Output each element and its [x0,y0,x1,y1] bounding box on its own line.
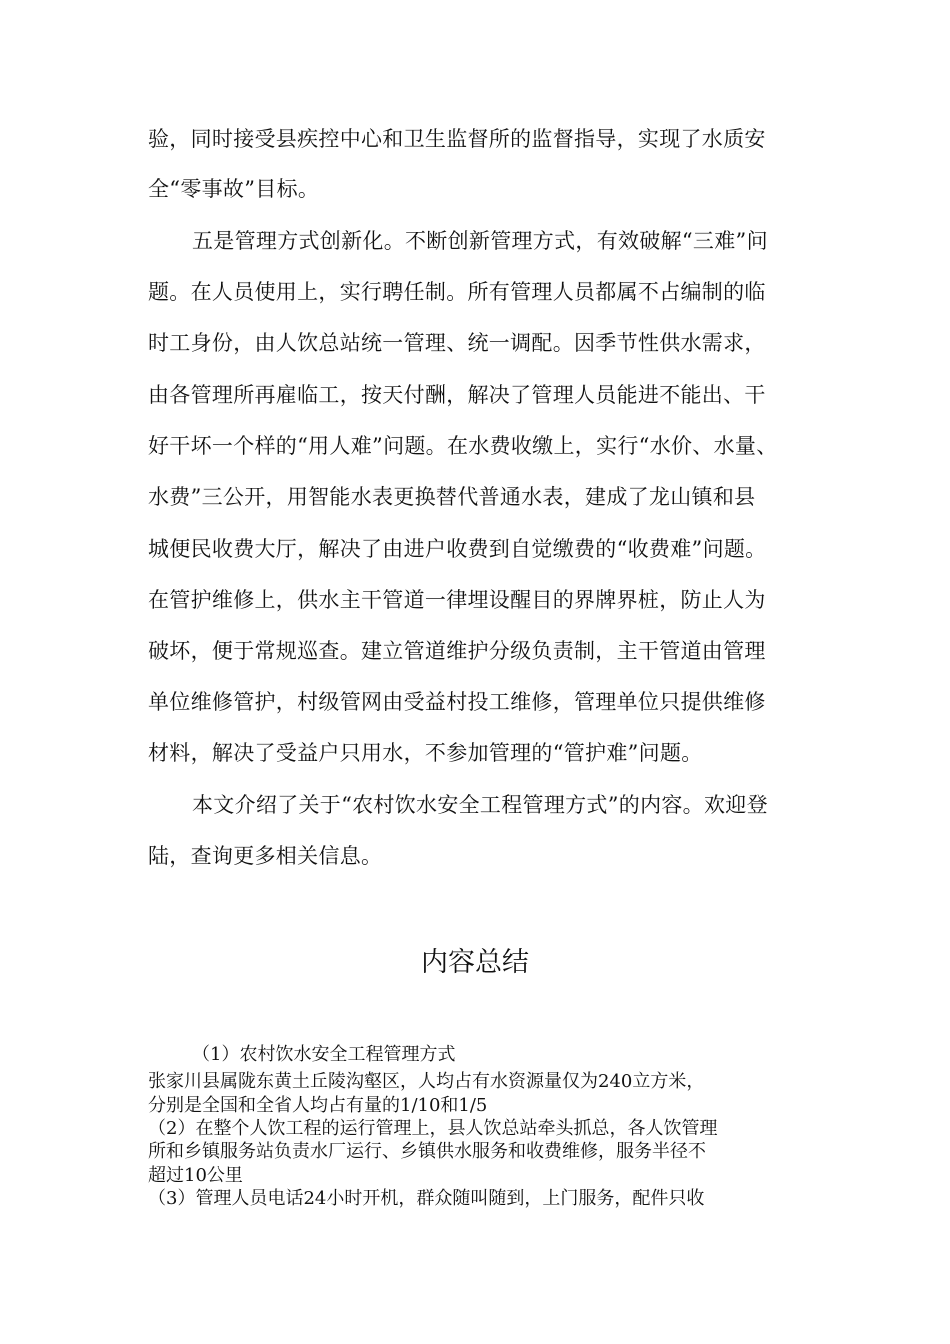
body-line: 在管护维修上，供水主干管道一律埋设醒目的界牌界桩，防止人为 [148,588,766,612]
summary-line: 所和乡镇服务站负责水厂运行、乡镇供水服务和收费维修，服务半径不 [148,1141,706,1162]
summary-title: 内容总结 [421,947,529,978]
body-line: 单位维修管护，村级管网由受益村投工维修，管理单位只提供维修 [148,690,766,714]
body-line: 由各管理所再雇临工，按天付酬，解决了管理人员能进不能出、干 [148,383,766,407]
summary-line: （2）在整个人饮工程的运行管理上，县人饮总站牵头抓总，各人饮管理 [148,1118,718,1139]
body-line: 好干坏一个样的“用人难”问题。在水费收缴上，实行“水价、水量、 [148,434,778,458]
body-line: 水费”三公开，用智能水表更换替代普通水表，建成了龙山镇和县 [148,485,756,509]
body-line: 材料，解决了受益户只用水，不参加管理的“管护难”问题。 [148,741,703,765]
body-line: 破坏，便于常规巡查。建立管道维护分级负责制，主干管道由管理 [148,639,766,663]
body-line: 题。在人员使用上，实行聘任制。所有管理人员都属不占编制的临 [148,280,766,304]
summary-line: 超过10公里 [148,1165,243,1186]
body-line: 五是管理方式创新化。不断创新管理方式，有效破解“三难”问 [192,229,768,253]
summary-line: 张家川县属陇东黄土丘陵沟壑区，人均占有水资源量仅为240立方米， [148,1071,705,1092]
body-line: 本文介绍了关于“农村饮水安全工程管理方式”的内容。欢迎登 [192,793,768,817]
summary-line: （1）农村饮水安全工程管理方式 [192,1044,456,1065]
summary-line: 分别是全国和全省人均占有量的1/10和1/5 [148,1095,488,1116]
summary-line: （3）管理人员电话24小时开机，群众随叫随到，上门服务，配件只收 [148,1188,705,1209]
body-line: 城便民收费大厅，解决了由进户收费到自觉缴费的“收费难”问题。 [148,537,767,561]
body-line: 时工身份，由人饮总站统一管理、统一调配。因季节性供水需求， [148,331,766,355]
body-line: 陆，查询更多相关信息。 [148,844,383,868]
body-line: 验，同时接受县疾控中心和卫生监督所的监督指导，实现了水质安 [148,127,766,151]
body-line: 全“零事故”目标。 [148,177,320,201]
